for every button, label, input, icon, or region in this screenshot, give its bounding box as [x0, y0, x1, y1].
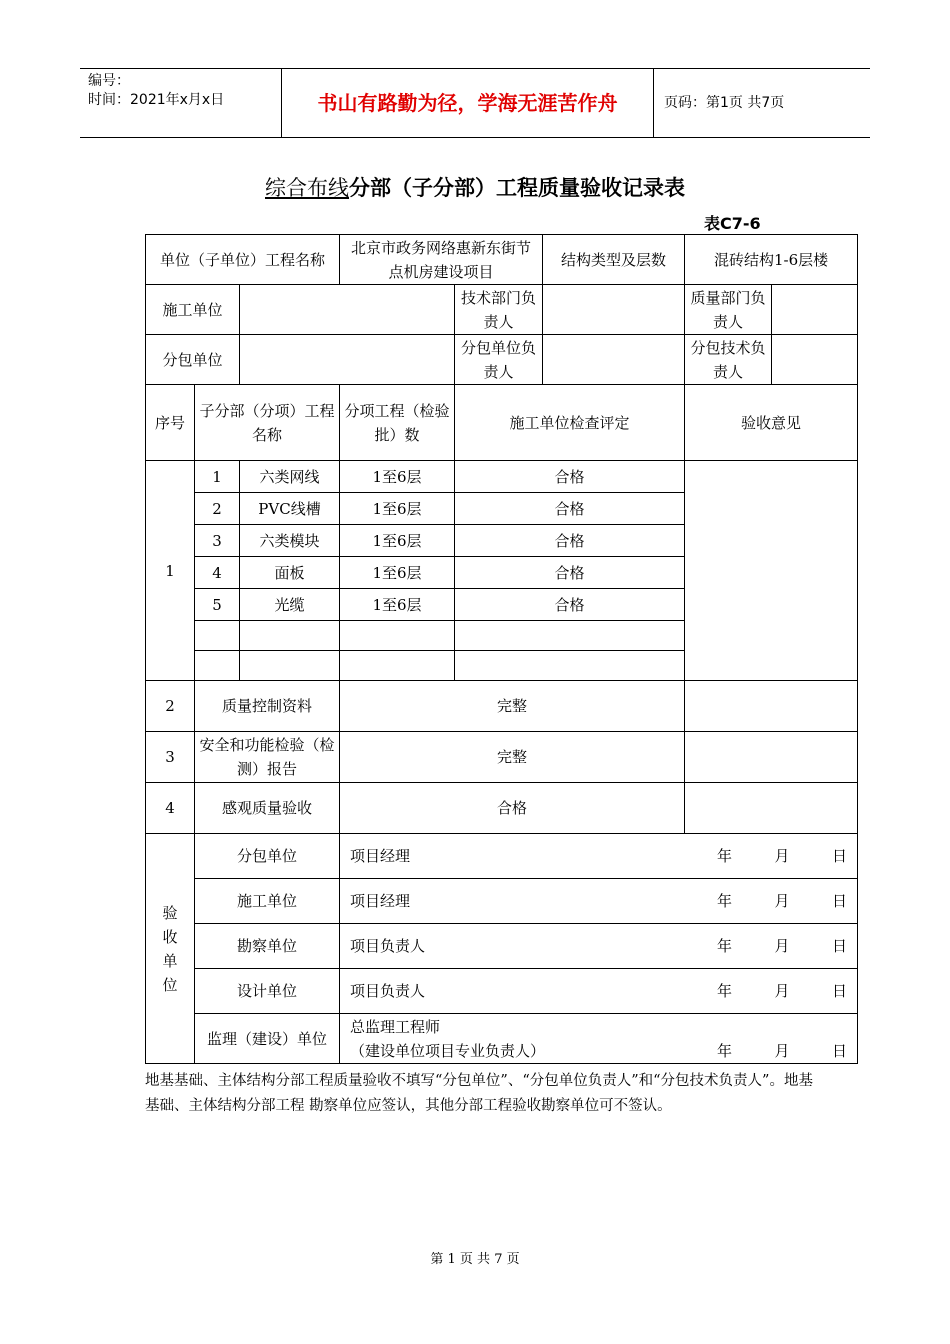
signer-unit: 施工单位: [195, 879, 340, 924]
signer-role-2: （建设单位项目专业负责人）: [350, 1041, 546, 1060]
signer-role: 项目负责人: [350, 982, 426, 1000]
page-header: [80, 68, 870, 138]
signer-unit: 勘察单位: [195, 924, 340, 969]
signer-unit: 设计单位: [195, 969, 340, 1014]
struct-value: 混砖结构1-6层楼: [685, 235, 858, 285]
empty-cell: [455, 621, 685, 651]
signer-row: [146, 924, 858, 969]
day-label: 日: [832, 1041, 848, 1060]
empty-cell: [340, 621, 455, 651]
year-label: 年: [717, 847, 733, 865]
quality-dept-label: 质量部门负责人: [685, 285, 772, 335]
sub-unit-head-value: [543, 335, 685, 385]
acceptance-table: [145, 234, 858, 1064]
signer-row: [146, 1014, 858, 1064]
signer-row: [146, 879, 858, 924]
item-result: 合格: [455, 525, 685, 557]
title-rest: 分部（子分部）工程质量验收记录表: [349, 176, 685, 200]
row-name: 质量控制资料: [195, 681, 340, 732]
item-floors: 1至6层: [340, 557, 455, 589]
item-name: 光缆: [240, 589, 340, 621]
row-name: 安全和功能检验（检测）报告: [195, 732, 340, 783]
empty-cell: [195, 621, 240, 651]
row-result: 完整: [340, 681, 685, 732]
month-label: 月: [774, 1041, 790, 1060]
item-name: 六类模块: [240, 525, 340, 557]
month-label: 月: [774, 892, 790, 910]
signer-role: 总监理工程师: [350, 1017, 441, 1036]
row-no: 4: [146, 783, 195, 834]
year-label: 年: [717, 892, 733, 910]
signer-row: [146, 969, 858, 1014]
col-name-header: 子分部（分项）工程名称: [195, 385, 340, 461]
item-floors: 1至6层: [340, 493, 455, 525]
sub-unit-head-label: 分包单位负责人: [455, 335, 543, 385]
sub-unit-label: 分包单位: [146, 335, 240, 385]
year-label: 年: [717, 1041, 733, 1060]
row-opinion: [685, 681, 858, 732]
row-result: 合格: [340, 783, 685, 834]
col-no-header: 序号: [146, 385, 195, 461]
table-number: 表C7-6: [704, 214, 761, 233]
sub-tech-head-label: 分包技术负责人: [685, 335, 772, 385]
table-row: [146, 783, 858, 834]
col-opinion-header: 验收意见: [685, 385, 858, 461]
signer-role: 项目经理: [350, 892, 411, 910]
item-result: 合格: [455, 589, 685, 621]
tech-dept-value: [543, 285, 685, 335]
empty-cell: [240, 651, 340, 681]
page-footer: 第 1 页 共 7 页: [430, 1252, 520, 1267]
table-row: [146, 681, 858, 732]
signer-cell: [340, 879, 858, 924]
group-no: 1: [146, 461, 195, 681]
item-floors: 1至6层: [340, 589, 455, 621]
signer-cell: [340, 1014, 858, 1064]
year-label: 年: [717, 937, 733, 955]
row-opinion: [685, 783, 858, 834]
unit-name-value: 北京市政务网络惠新东街节点机房建设项目: [340, 235, 543, 285]
time-label: 时间：2021年x月x日: [88, 92, 225, 108]
day-label: 日: [832, 937, 848, 955]
row-no: 3: [146, 732, 195, 783]
group-opinion: [685, 461, 858, 681]
col-count-header: 分项工程（检验批）数: [340, 385, 455, 461]
item-floors: 1至6层: [340, 461, 455, 493]
item-name: PVC线槽: [240, 493, 340, 525]
day-label: 日: [832, 982, 848, 1000]
construct-unit-label: 施工单位: [146, 285, 240, 335]
signer-unit: 分包单位: [195, 834, 340, 879]
row-result: 完整: [340, 732, 685, 783]
number-label: 编号：: [88, 73, 130, 89]
month-label: 月: [774, 937, 790, 955]
col-check-header: 施工单位检查评定: [455, 385, 685, 461]
struct-label: 结构类型及层数: [543, 235, 685, 285]
item-name: 六类网线: [240, 461, 340, 493]
empty-cell: [195, 651, 240, 681]
signer-unit: 监理（建设）单位: [195, 1014, 340, 1064]
header-meta: [80, 69, 281, 137]
signer-cell: [340, 969, 858, 1014]
table-row: [146, 461, 858, 493]
title-underlined: 综合布线: [265, 176, 349, 200]
row-name: 感观质量验收: [195, 783, 340, 834]
item-result: 合格: [455, 557, 685, 589]
day-label: 日: [832, 847, 848, 865]
empty-cell: [340, 651, 455, 681]
year-label: 年: [717, 982, 733, 1000]
item-no: 2: [195, 493, 240, 525]
unit-name-label: 单位（子单位）工程名称: [146, 235, 340, 285]
item-name: 面板: [240, 557, 340, 589]
header-motto: 书山有路勤为径，学海无涯苦作舟: [281, 69, 654, 137]
item-result: 合格: [455, 461, 685, 493]
signer-row: [146, 834, 858, 879]
item-no: 1: [195, 461, 240, 493]
item-no: 3: [195, 525, 240, 557]
month-label: 月: [774, 982, 790, 1000]
sub-tech-head-value: [772, 335, 858, 385]
item-no: 5: [195, 589, 240, 621]
header-page-code: 页码：第1页 共7页: [664, 95, 785, 111]
table-row: [146, 732, 858, 783]
item-no: 4: [195, 557, 240, 589]
signer-cell: [340, 834, 858, 879]
item-result: 合格: [455, 493, 685, 525]
empty-cell: [240, 621, 340, 651]
footnote: 地基基础、主体结构分部工程质量验收不填写“分包单位”、“分包单位负责人”和“分包技术负责人”。地基基础、主体结构分部工程 勘察单位应签认，其他分部工程验收勘察单位可不签认。: [145, 1073, 813, 1114]
sub-unit-value: [240, 335, 455, 385]
document-title: [0, 172, 950, 202]
signer-cell: [340, 924, 858, 969]
day-label: 日: [832, 892, 848, 910]
accept-unit-label: 验收单位: [146, 834, 195, 1064]
empty-cell: [455, 651, 685, 681]
row-no: 2: [146, 681, 195, 732]
item-floors: 1至6层: [340, 525, 455, 557]
row-opinion: [685, 732, 858, 783]
signer-role: 项目负责人: [350, 937, 426, 955]
quality-dept-value: [772, 285, 858, 335]
month-label: 月: [774, 847, 790, 865]
tech-dept-label: 技术部门负责人: [455, 285, 543, 335]
construct-unit-value: [240, 285, 455, 335]
signer-role: 项目经理: [350, 847, 411, 865]
